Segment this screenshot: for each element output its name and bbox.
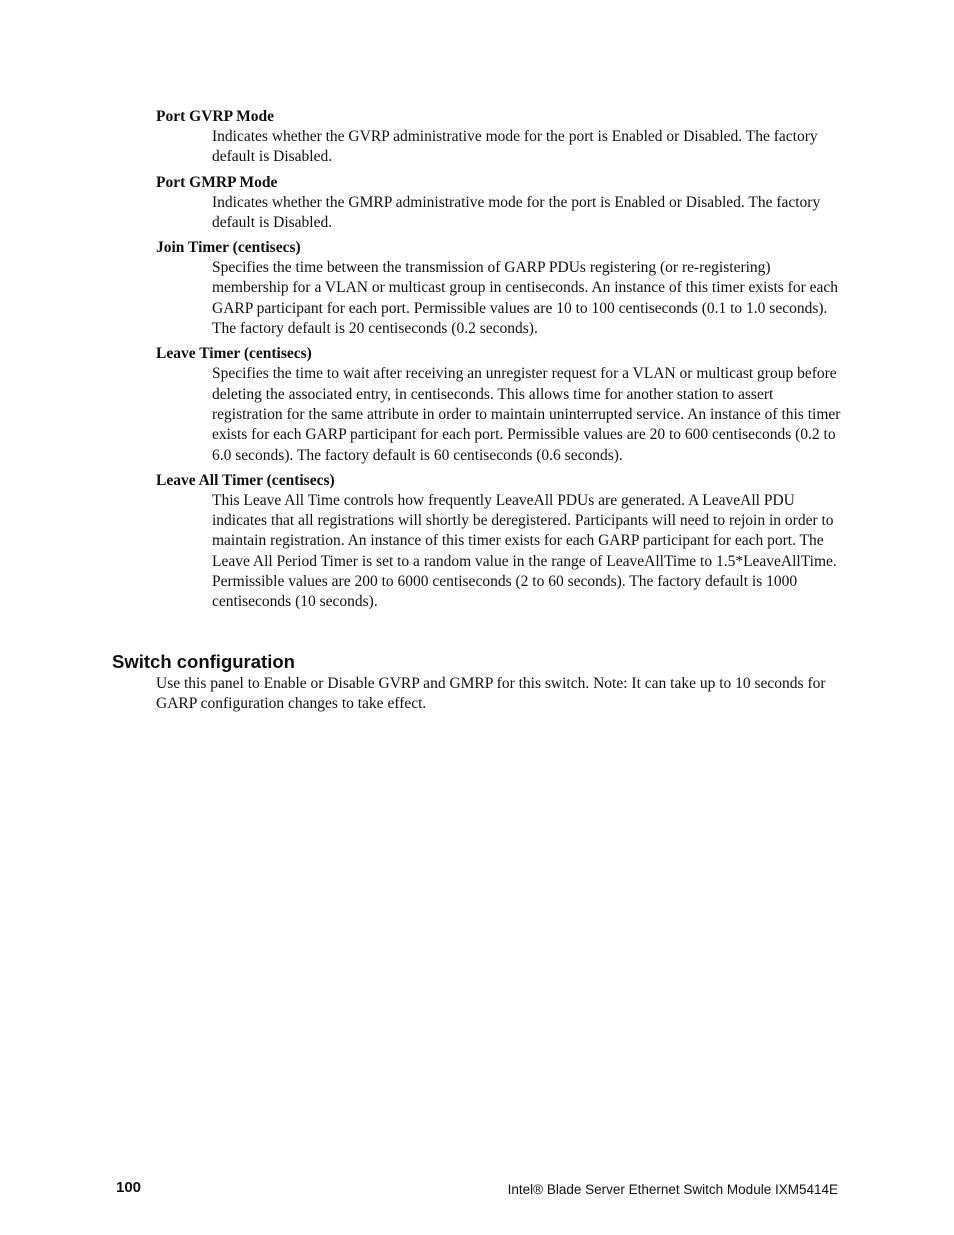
section-body: Use this panel to Enable or Disable GVRP and GMRP for this switch. Note: It can take up to 10 seconds for GARP configuration changes to take effect. bbox=[156, 675, 826, 713]
description-leave-timer: Specifies the time to wait after receiving an unregister request for a VLAN or multicast group before deleting the associated entry, in centiseconds. This allows time for another station to assert registration for the same attribute in order to maintain uninterrupted service. An instance of this timer exists for each GARP participant for each port. Permissible values are 20 to 600 centiseconds (0.2 to 6.0 seconds). The factory default is 60 centiseconds (0.6 seconds). bbox=[212, 365, 841, 464]
description-port-gvrp-mode: Indicates whether the GVRP administrative mode for the port is Enabled or Disabled. The factory default is Disabled. bbox=[212, 128, 818, 166]
term-port-gmrp-mode: Port GMRP Mode bbox=[156, 173, 278, 191]
page-number: 100 bbox=[116, 1179, 142, 1196]
description-port-gmrp-mode: Indicates whether the GMRP administrative mode for the port is Enabled or Disabled. The factory default is Disabled. bbox=[212, 193, 821, 231]
term-leave-all-timer: Leave All Timer (centisecs) bbox=[156, 471, 335, 489]
term-port-gvrp-mode: Port GVRP Mode bbox=[156, 108, 274, 125]
document-title: Intel® Blade Server Ethernet Switch Module IXM5414E bbox=[507, 1182, 838, 1197]
description-join-timer: Specifies the time between the transmission of GARP PDUs registering (or re-registering) membership for a VLAN or multicast group in centiseconds. An instance of this timer exists for each GARP participant for each port. Permissible values are 10 to 100 centiseconds (0.1 to 1.0 seconds). The factory default is 20 centiseconds (0.2 seconds). bbox=[212, 259, 839, 338]
term-leave-timer: Leave Timer (centisecs) bbox=[156, 345, 312, 363]
description-leave-all-timer: This Leave All Time controls how frequently LeaveAll PDUs are generated. A LeaveAll PDU indicates that all registrations will shortly be deregistered. Participants will need to rejoin in order to maintain registration. An instance of this timer exists for each GARP participant for each port. The Leave All Period Timer is set to a random value in the range of LeaveAllTime to 1.5*LeaveAllTime. Permissible values are 200 to 6000 centiseconds (2 to 60 seconds). The factory default is 1000 centiseconds (10 seconds). bbox=[212, 491, 837, 611]
definition-list bbox=[156, 107, 846, 618]
section-heading: Switch configuration bbox=[112, 651, 295, 672]
term-join-timer: Join Timer (centisecs) bbox=[156, 239, 301, 257]
